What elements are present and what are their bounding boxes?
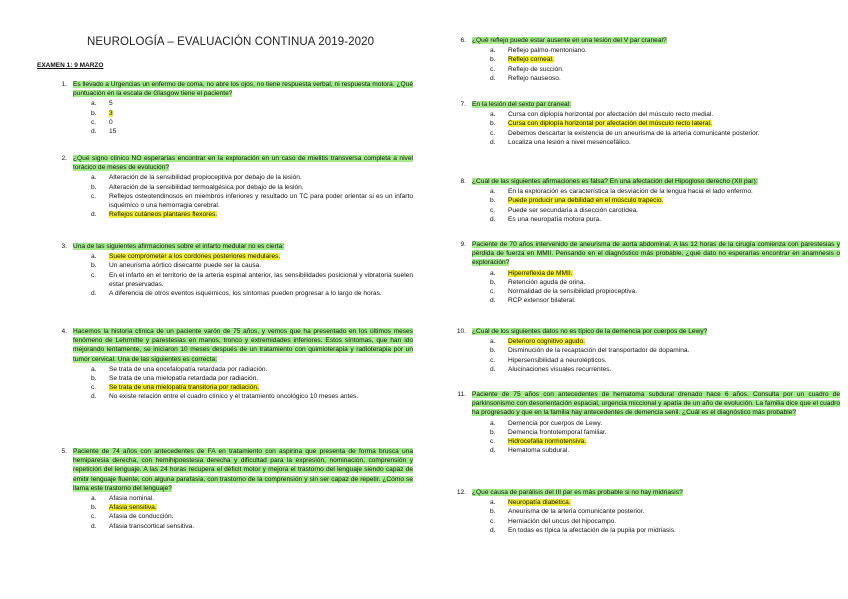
option-letter: a. xyxy=(91,174,97,182)
option-letter: c. xyxy=(490,206,496,214)
option-d xyxy=(490,365,840,374)
option-letter: c. xyxy=(490,65,496,73)
option-letter: b. xyxy=(490,197,496,205)
option-text xyxy=(109,503,413,512)
option-text: Herniación del uncus del hipocampo. xyxy=(508,517,617,525)
option-d xyxy=(490,138,840,147)
question-text: ¿Cuál de las siguientes afirmaciones es falsa? En una afectación del Hipogloso derecho (XII par): xyxy=(472,178,758,185)
option-letter: a. xyxy=(91,365,97,373)
option-letter: c. xyxy=(91,192,97,200)
question-9: 9. Paciente de 70 años intervenido de aneurisma de aorta abdominal. A las 12 horas de la cirugía comienza con parestesias y pérdida de fuerza en MMII. Pensando en el diagnóstico más probable, ¿qué dato no esperarías encontrar en anamnesis o exploración? a. Hiperreflexia de MMII. b. Retención aguda de orina. c. Normalidad de la sensibilidad propioceptiva. d. RCP extensor bilateral. xyxy=(460,241,840,305)
option-letter: b. xyxy=(490,347,496,355)
correct-answer: Reflejos cutáneos plantares flexores. xyxy=(109,211,218,219)
question-text: Hacemos la historia clínica de un paciente varón de 75 años, y vemos que ha presentado en los últimos meses fenómeno de Lehrmitte y parestesias en manos, tronco y extremidades inferiores. Estos síntomas, que han ido mejorando lentamente, se iniciaron 10 meses después de un tratamiento con quimioterapia y radioterapia por un tumor cervical. Una de las siguientes es correcta: xyxy=(73,328,413,363)
option-letter: b. xyxy=(91,262,97,270)
option-d xyxy=(490,215,840,224)
option-c xyxy=(490,65,840,74)
option-text xyxy=(508,119,840,128)
option-text xyxy=(109,383,413,392)
question-6: 6. ¿Qué reflejo puede estar ausente en una lesión del V par craneal? a. Reflejo palmo-mentoniano. b. Reflejo corneal. c. Reflejo de succión. d. Reflejo nauseoso. xyxy=(454,36,840,83)
question-text: Paciente de 75 años con antecedentes de hematoma subdural drenado hace 6 años. Consulta por un cuadro de parkinsonismo con desorientación espacial, urgencia miccional y apatía de un año de evolución. La familia dice que el cuadro ha progresado y que en la familia hay antecedentes de demencia senil. ¿Cuál es el diagnóstico más probable? xyxy=(472,391,840,417)
question-10: 10. ¿Cuál de los siguientes datos no es típico de la demencia por cuerpos de Lewy? a. Deterioro cognitivo agudo. b. Disminución de la recaptación del transportador de dopamina. c. Hipersensibilidad a neurolépticos. d. Alucinaciones visuales recurrentes. xyxy=(454,327,840,374)
option-a xyxy=(490,187,840,196)
option-a xyxy=(490,337,840,346)
question-8: 8. ¿Cuál de las siguientes afirmaciones es falsa? En una afectación del Hipogloso derecho (XII par): a. En la exploración es característica la desviación de la lengua hacia el lado enfermo. b. Puede producir una debilidad en el músculo trapecio. c. Puede ser secundaria a disección carotídea. d. Es una neuropatía motora pura. xyxy=(454,177,840,224)
option-letter: b. xyxy=(91,109,97,117)
question-3: 3. Una de las siguientes afirmaciones sobre el infarto medular no es cierta: a. Suele comprometer a los cordones posteriores medulares. b. Un aneurisma aórtico disecante puede ser la causa. c. En el infarto en el territorio de la arteria espinal anterior, las sensibilidades posicional y vibratoria suelen estar preservadas. d. A diferencia de otros eventos isquémicos, los síntomas pueden progresar a lo largo de horas. xyxy=(61,243,413,298)
option-letter: a. xyxy=(490,269,496,277)
question-text: ¿Cuál de los siguientes datos no es típico de la demencia por cuerpos de Lewy? xyxy=(472,328,708,335)
option-letter: a. xyxy=(490,499,496,507)
option-letter: b. xyxy=(490,278,496,286)
option-letter: b. xyxy=(91,375,97,383)
option-text: Hematoma subdural. xyxy=(508,447,570,455)
question-1 xyxy=(55,80,413,136)
option-letter: b. xyxy=(91,504,97,512)
option-letter: c. xyxy=(490,356,496,364)
option-text: Demencia por cuerpos de Lewy. xyxy=(508,419,603,427)
option-text: Un aneurisma aórtico disecante puede ser la causa. xyxy=(109,262,262,270)
option-text: Afasia transcortical sensitiva. xyxy=(109,522,195,530)
correct-answer: Suele comprometer a los cordones posteriores medulares. xyxy=(109,253,281,261)
option-c xyxy=(91,271,413,289)
option-d xyxy=(490,526,840,535)
question-text: ¿Qué reflejo puede estar ausente en una lesión del V par craneal? xyxy=(472,37,667,44)
option-letter: a. xyxy=(490,111,496,119)
option-c xyxy=(490,356,840,365)
option-text: En el infarto en el territorio de la arteria espinal anterior, las sensibilidades posicional y vibratoria suelen estar preservadas. xyxy=(109,271,413,288)
option-letter: c. xyxy=(91,513,97,521)
question-4: 4. Hacemos la historia clínica de un paciente varón de 75 años, y vemos que ha presentado en los últimos meses fenómeno de Lehrmitte y parestesias en manos, tronco y extremidades inferiores. Estos síntomas, que han ido mejorando lentamente, se iniciaron 10 meses después de un tratamiento con quimioterapia y radioterapia por un tumor cervical. Una de las siguientes es correcta: a. Se trata de una encefalopatía retardada por radiación. b. Se trata de una mielopatía retardada por radiación. c. Se trata de una mielopatía transitoria por radiación. d. No existe relación entre el cuadro clínico y el tratamiento oncológico 10 meses antes. xyxy=(61,328,413,401)
option-letter: d. xyxy=(91,128,97,136)
correct-answer: Neuropatía diabética. xyxy=(508,499,571,507)
option-text: Afasia nominal. xyxy=(109,495,155,503)
option-c xyxy=(91,383,413,392)
question-text: Paciente de 74 años con antecedentes de FA en tratamiento con aspirina que presenta de forma brusca una hemiparesia derecha, con hemihipoestesia derecha y dificultad para la expresión, nominación, comprensión y repetición del lenguaje. A las 24 horas recupera el déficit motor y mejora el trastorno del lenguaje siendo capaz de emitir lenguaje fluente, con alguna parafasia, con trastorno de la comprensión y sin ser capaz de repetir. ¿Cómo se llama este trastorno del lenguaje? xyxy=(73,448,413,492)
option-text xyxy=(508,337,840,346)
option-letter: b. xyxy=(490,120,496,128)
option-text: Reflejo palmo-mentoniano. xyxy=(508,47,587,55)
option-c xyxy=(490,287,840,296)
option-text xyxy=(109,252,413,261)
option-text: Alteración de la sensibilidad termoalgésica por debajo de la lesión. xyxy=(109,183,304,191)
option-c xyxy=(490,437,840,446)
option-a xyxy=(91,494,413,503)
option-text xyxy=(508,269,840,278)
option-letter: c. xyxy=(490,517,496,525)
option-text: Se trata de una encefalopatía retardada por radiación. xyxy=(109,365,268,373)
option-letter: b. xyxy=(490,508,496,516)
option-text: Reflejos osteotendinosos en miembros inferiores y resultado un TC para poder orientar si es un infarto isquémico o una hemorragia cerebral. xyxy=(109,192,413,210)
option-letter: c. xyxy=(490,438,496,446)
correct-answer: Hidrocefalia normotensiva. xyxy=(508,438,587,446)
option-letter: d. xyxy=(490,447,496,455)
option-c xyxy=(490,129,840,138)
option-text: Afasia de conducción. xyxy=(109,513,174,521)
option-b xyxy=(91,503,413,512)
correct-answer: Hiperreflexia de MMII. xyxy=(508,269,573,277)
question-12: 12. ¿Qué causa de parálisis del III par es más probable si no hay midriasis? a. Neuropatía diabética. b. Aneurisma de la arteria comunicante posterior. c. Herniación del uncus del hipocampo. d. En todas es típica la afectación de la pupila por midriasis. xyxy=(454,488,840,535)
option-text: Reflejo nauseoso. xyxy=(508,74,561,82)
option-text: Demencia frontotemporal familiar. xyxy=(508,428,607,436)
option-b xyxy=(490,507,840,516)
option-b xyxy=(490,119,840,128)
document-title: NEUROLOGÍA – EVALUACIÓN CONTINUA 2019-2020 xyxy=(87,36,375,48)
option-a xyxy=(91,99,413,108)
option-letter: d. xyxy=(91,522,97,530)
option-a xyxy=(490,269,840,278)
question-text: ¿Qué signo clínico NO esperarías encontrar en la exploración en un caso de mielitis transversa completa a nivel torácico de meses de evolución? xyxy=(73,155,413,172)
option-text xyxy=(109,109,413,118)
question-number: 1. xyxy=(61,81,67,88)
option-text: Localiza una lesión a nivel mesencefálico. xyxy=(508,138,631,146)
option-c xyxy=(91,118,413,127)
option-text: Se trata de una mielopatía retardada por radiación. xyxy=(109,375,259,383)
option-letter: c. xyxy=(91,271,97,279)
option-c xyxy=(490,206,840,215)
option-a xyxy=(490,46,840,55)
option-b xyxy=(91,261,413,270)
option-text: Retención aguda de orina. xyxy=(508,278,586,286)
option-d xyxy=(490,74,840,83)
option-d xyxy=(91,392,413,401)
option-d xyxy=(490,296,840,305)
option-text xyxy=(109,210,413,219)
question-11: 11. Paciente de 75 años con antecedentes de hematoma subdural drenado hace 6 años. Consulta por un cuadro de parkinsonismo con desorientación espacial, urgencia miccional y apatía de un año de evolución. La familia dice que el cuadro ha progresado y que en la familia hay antecedentes de demencia senil. ¿Cuál es el diagnóstico más probable? a. Demencia por cuerpos de Lewy. b. Demencia frontotemporal familiar. c. Hidrocefalia normotensiva. d. Hematoma subdural. xyxy=(457,391,840,455)
option-text: Normalidad de la sensibilidad propioceptiva. xyxy=(508,288,638,296)
option-letter: c. xyxy=(91,118,97,126)
option-b xyxy=(91,374,413,383)
option-text: Debemos descartar la existencia de un aneurisma de la arteria comunicante posterior. xyxy=(508,129,760,137)
question-text: ¿Qué causa de parálisis del III par es más probable si no hay midriasis? xyxy=(472,489,683,496)
question-7: 7. En la lesión del sexto par craneal: a. Cursa con diplopía horizontal por afectación del músculo recto medial. b. Cursa con diplopía horizontal por afectación del músculo recto lateral. c. Debemos descartar la existencia de un aneurisma de la arteria comunicante posterior. d. Localiza una lesión a nivel mesencefálico. xyxy=(454,100,840,147)
option-letter: c. xyxy=(490,129,496,137)
option-d xyxy=(490,446,840,455)
option-text: 0 xyxy=(109,118,113,126)
option-text: No existe relación entre el cuadro clínico y el tratamiento oncológico 10 meses antes. xyxy=(109,393,359,401)
option-b xyxy=(490,196,840,205)
option-letter: d. xyxy=(490,138,496,146)
option-text xyxy=(508,498,840,507)
option-a xyxy=(91,252,413,261)
option-a xyxy=(490,498,840,507)
option-d xyxy=(91,210,413,219)
option-text: A diferencia de otros eventos isquémicos, los síntomas pueden progresar a lo largo de horas. xyxy=(109,290,382,298)
option-c xyxy=(91,192,413,210)
option-b xyxy=(490,346,840,355)
option-letter: c. xyxy=(490,288,496,296)
option-text: Reflejo de succión. xyxy=(508,65,564,73)
option-b xyxy=(91,183,413,192)
option-text xyxy=(508,196,840,205)
correct-answer: 3 xyxy=(109,109,113,117)
option-letter: b. xyxy=(91,183,97,191)
option-letter: a. xyxy=(490,419,496,427)
option-text: 5 xyxy=(109,100,113,108)
option-text: En la exploración es característica la desviación de la lengua hacia el lado enfermo. xyxy=(508,188,753,196)
option-letter: a. xyxy=(490,47,496,55)
question-text: Una de las siguientes afirmaciones sobre el infarto medular no es cierta: xyxy=(73,243,285,250)
option-d xyxy=(91,522,413,531)
option-letter: a. xyxy=(91,100,97,108)
option-letter: a. xyxy=(91,495,97,503)
option-text xyxy=(508,55,840,64)
option-letter: c. xyxy=(91,384,97,392)
option-text: Hipersensibilidad a neurolépticos. xyxy=(508,356,607,364)
option-letter: d. xyxy=(490,526,496,534)
option-b xyxy=(490,55,840,64)
option-b xyxy=(91,109,413,118)
option-text: Cursa con diplopía horizontal por afectación del músculo recto medial. xyxy=(508,111,714,119)
option-letter: d. xyxy=(490,297,496,305)
question-5: 5. Paciente de 74 años con antecedentes de FA en tratamiento con aspirina que presenta de forma brusca una hemiparesia derecha, con hemihipoestesia derecha y dificultad para la expresión, nominación, comprensión y repetición del lenguaje. A las 24 horas recupera el déficit motor y mejora el trastorno del lenguaje siendo capaz de emitir lenguaje fluente, con alguna parafasia, con trastorno de la comprensión y sin ser capaz de repetir. ¿Cómo se llama este trastorno del lenguaje? a. Afasia nominal. b. Afasia sensitiva. c. Afasia de conducción. d. Afasia transcortical sensitiva. xyxy=(61,448,413,530)
option-letter: a. xyxy=(490,338,496,346)
option-c xyxy=(91,512,413,521)
option-letter: d. xyxy=(91,211,97,219)
exam-label: EXAMEN 1: 9 MARZO xyxy=(37,62,104,69)
correct-answer: Cursa con diplopía horizontal por afectación del músculo recto lateral. xyxy=(508,120,712,128)
option-letter: d. xyxy=(490,74,496,82)
option-letter: a. xyxy=(490,188,496,196)
option-text: Es una neuropatía motora pura. xyxy=(508,215,602,223)
option-letter: d. xyxy=(490,215,496,223)
option-c xyxy=(490,517,840,526)
option-text: Alucinaciones visuales recurrentes. xyxy=(508,365,612,373)
option-text: 15 xyxy=(109,128,117,136)
correct-answer: Puede producir una debilidad en el músculo trapecio. xyxy=(508,197,664,205)
option-a xyxy=(490,419,840,428)
option-text: En todas es típica la afectación de la pupila por midriasis. xyxy=(508,526,676,534)
option-text: Alteración de la sensibilidad propioceptiva por debajo de la lesión. xyxy=(109,174,302,182)
option-letter: a. xyxy=(91,253,97,261)
option-d xyxy=(91,289,413,298)
option-a xyxy=(91,365,413,374)
option-d xyxy=(91,127,413,136)
option-b xyxy=(490,428,840,437)
correct-answer: Deterioro cognitivo agudo. xyxy=(508,338,585,346)
option-letter: d. xyxy=(91,290,97,298)
question-text: Es llevado a Urgencias un enfermo de coma, no abre los ojos, no tiene respuesta verbal, ni respuesta motora. ¿Qué puntuación en la escala de Glasgow tiene el paciente? xyxy=(73,81,413,98)
option-text xyxy=(508,437,840,446)
correct-answer: Afasia sensitiva. xyxy=(109,504,157,512)
option-letter: b. xyxy=(490,428,496,436)
correct-answer: Se trata de una mielopatía transitoria por radiación. xyxy=(109,384,259,392)
option-letter: d. xyxy=(490,365,496,373)
correct-answer: Reflejo corneal. xyxy=(508,56,554,64)
option-letter: d. xyxy=(91,393,97,401)
question-text: En la lesión del sexto par craneal: xyxy=(472,101,571,108)
question-text: Paciente de 70 años intervenido de aneurisma de aorta abdominal. A las 12 horas de la cirugía comienza con parestesias y pérdida de fuerza en MMII. Pensando en el diagnóstico más probable, ¿qué dato no esperarías encontrar en anamnesis o exploración? xyxy=(472,241,840,267)
question-2: 2. ¿Qué signo clínico NO esperarías encontrar en la exploración en un caso de mielitis transversa completa a nivel torácico de meses de evolución? a. Alteración de la sensibilidad propioceptiva por debajo de la lesión. b. Alteración de la sensibilidad termoalgésica por debajo de la lesión. c. Reflejos osteotendinosos en miembros inferiores y resultado un TC para poder orientar si es un infarto isquémico o una hemorragia cerebral. d. Reflejos cutáneos plantares flexores. xyxy=(61,155,413,219)
option-text: RCP extensor bilateral. xyxy=(508,297,576,305)
option-b xyxy=(490,278,840,287)
option-a xyxy=(490,110,840,119)
option-text: Puede ser secundaria a disección carotídea. xyxy=(508,206,639,214)
option-text: Aneurisma de la arteria comunicante posterior. xyxy=(508,508,645,516)
option-text: Disminución de la recaptación del transportador de dopamina. xyxy=(508,347,690,355)
option-letter: b. xyxy=(490,56,496,64)
option-a xyxy=(91,173,413,182)
